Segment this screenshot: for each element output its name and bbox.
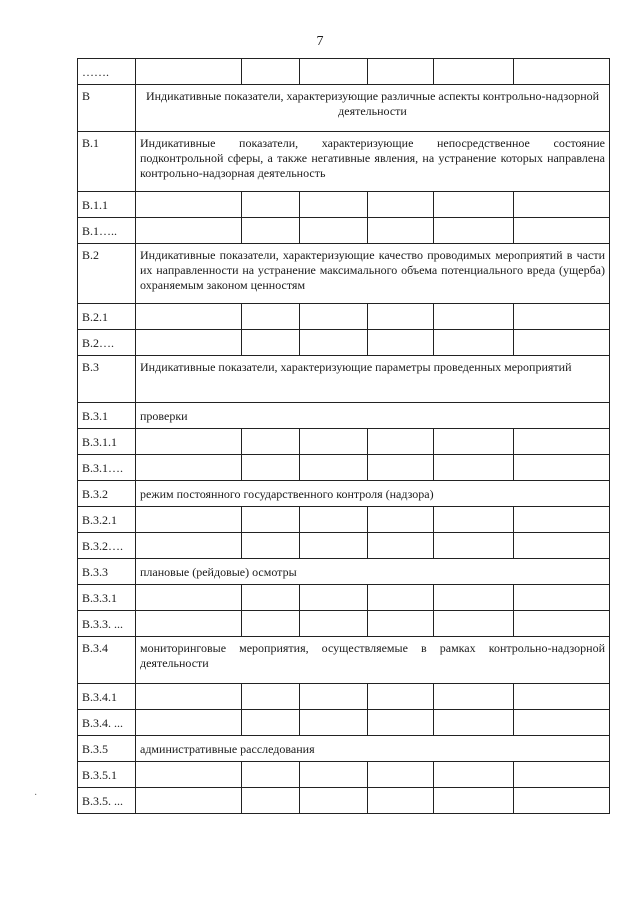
- row-code: В.3.3.1: [78, 585, 136, 611]
- section-row: [78, 736, 610, 762]
- empty-cell: [242, 330, 300, 356]
- empty-cell: [514, 684, 610, 710]
- empty-cell: [368, 684, 434, 710]
- empty-cell: [242, 788, 300, 814]
- empty-cell: [136, 611, 242, 637]
- table-row: [78, 507, 610, 533]
- row-code: В.3.1.1: [78, 429, 136, 455]
- table-row: [78, 192, 610, 218]
- empty-cell: [514, 429, 610, 455]
- row-code: В.2.1: [78, 304, 136, 330]
- row-code: В.2….: [78, 330, 136, 356]
- empty-cell: [514, 304, 610, 330]
- row-code: В.3.5. ...: [78, 788, 136, 814]
- empty-cell: [434, 533, 514, 559]
- section-row: [78, 559, 610, 585]
- row-code: …….: [78, 59, 136, 85]
- row-code: В.1…..: [78, 218, 136, 244]
- empty-cell: [514, 59, 610, 85]
- row-description: плановые (рейдовые) осмотры: [136, 559, 610, 585]
- empty-cell: [514, 533, 610, 559]
- empty-cell: [300, 788, 368, 814]
- empty-cell: [242, 533, 300, 559]
- row-code: В.3.4. ...: [78, 710, 136, 736]
- table-row: [78, 684, 610, 710]
- empty-cell: [136, 762, 242, 788]
- empty-cell: [242, 59, 300, 85]
- empty-cell: [300, 455, 368, 481]
- empty-cell: [300, 429, 368, 455]
- row-code: В.3.2….: [78, 533, 136, 559]
- empty-cell: [434, 330, 514, 356]
- empty-cell: [300, 507, 368, 533]
- empty-cell: [136, 533, 242, 559]
- empty-cell: [434, 611, 514, 637]
- row-code: В.3.2.1: [78, 507, 136, 533]
- row-code: В.3.1….: [78, 455, 136, 481]
- empty-cell: [514, 218, 610, 244]
- empty-cell: [434, 192, 514, 218]
- section-row: [78, 403, 610, 429]
- section-row: [78, 637, 610, 684]
- empty-cell: [368, 762, 434, 788]
- empty-cell: [136, 507, 242, 533]
- empty-cell: [242, 684, 300, 710]
- empty-cell: [136, 788, 242, 814]
- empty-cell: [242, 192, 300, 218]
- empty-cell: [242, 585, 300, 611]
- empty-cell: [242, 507, 300, 533]
- empty-cell: [514, 330, 610, 356]
- empty-cell: [368, 788, 434, 814]
- row-description: Индикативные показатели, характеризующие параметры проведенных мероприятий: [136, 356, 610, 403]
- empty-cell: [368, 611, 434, 637]
- empty-cell: [434, 429, 514, 455]
- row-code: В.3.4: [78, 637, 136, 684]
- table-row: [78, 788, 610, 814]
- row-code: В.1.1: [78, 192, 136, 218]
- empty-cell: [136, 710, 242, 736]
- section-row: [78, 356, 610, 403]
- empty-cell: [136, 330, 242, 356]
- empty-cell: [136, 684, 242, 710]
- empty-cell: [368, 507, 434, 533]
- table-row: [78, 762, 610, 788]
- empty-cell: [514, 507, 610, 533]
- empty-cell: [434, 762, 514, 788]
- row-description: мониторинговые мероприятия, осуществляемые в рамках контрольно-надзорной деятельности: [136, 637, 610, 684]
- empty-cell: [242, 304, 300, 330]
- empty-cell: [368, 710, 434, 736]
- row-description: Индикативные показатели, характеризующие непосредственное состояние подконтрольной сферы, а также негативные явления, на устранение которых направлена контрольно-надзорная деятельность: [136, 132, 610, 192]
- table-row: [78, 304, 610, 330]
- table-row: [78, 533, 610, 559]
- empty-cell: [300, 330, 368, 356]
- empty-cell: [434, 59, 514, 85]
- row-code: В.3.5.1: [78, 762, 136, 788]
- empty-cell: [242, 218, 300, 244]
- empty-cell: [368, 304, 434, 330]
- empty-cell: [300, 710, 368, 736]
- empty-cell: [136, 429, 242, 455]
- empty-cell: [242, 710, 300, 736]
- empty-cell: [242, 455, 300, 481]
- section-row: [78, 481, 610, 507]
- table-row: [78, 611, 610, 637]
- empty-cell: [514, 455, 610, 481]
- empty-cell: [242, 762, 300, 788]
- empty-cell: [514, 762, 610, 788]
- empty-cell: [136, 585, 242, 611]
- stray-mark: ·: [34, 790, 38, 801]
- empty-cell: [300, 611, 368, 637]
- empty-cell: [368, 533, 434, 559]
- empty-cell: [514, 710, 610, 736]
- row-code: В.3.3: [78, 559, 136, 585]
- empty-cell: [368, 218, 434, 244]
- page-number: 7: [316, 34, 324, 49]
- empty-cell: [434, 455, 514, 481]
- empty-cell: [514, 788, 610, 814]
- empty-cell: [300, 533, 368, 559]
- table-row: [78, 218, 610, 244]
- row-code: В.3: [78, 356, 136, 403]
- empty-cell: [300, 304, 368, 330]
- row-description: режим постоянного государственного контроля (надзора): [136, 481, 610, 507]
- table-row: [78, 59, 610, 85]
- empty-cell: [368, 585, 434, 611]
- empty-cell: [242, 429, 300, 455]
- row-code: В.3.1: [78, 403, 136, 429]
- row-description: административные расследования: [136, 736, 610, 762]
- table-row: [78, 585, 610, 611]
- row-code: В: [78, 85, 136, 132]
- empty-cell: [136, 218, 242, 244]
- row-code: В.3.2: [78, 481, 136, 507]
- empty-cell: [434, 788, 514, 814]
- empty-cell: [242, 611, 300, 637]
- row-description: Индикативные показатели, характеризующие качество проводимых мероприятий в части их направленности на устранение максимального объема потенциального вреда (ущерба) охраняемым законом ценностям: [136, 244, 610, 304]
- empty-cell: [434, 684, 514, 710]
- empty-cell: [300, 762, 368, 788]
- empty-cell: [136, 192, 242, 218]
- empty-cell: [514, 192, 610, 218]
- row-code: В.2: [78, 244, 136, 304]
- empty-cell: [136, 455, 242, 481]
- row-code: В.3.5: [78, 736, 136, 762]
- empty-cell: [300, 218, 368, 244]
- empty-cell: [300, 192, 368, 218]
- indicators-table: [77, 58, 610, 814]
- section-row: [78, 132, 610, 192]
- section-row: [78, 85, 610, 132]
- row-code: В.3.4.1: [78, 684, 136, 710]
- empty-cell: [368, 192, 434, 218]
- empty-cell: [136, 59, 242, 85]
- empty-cell: [368, 429, 434, 455]
- row-description: проверки: [136, 403, 610, 429]
- empty-cell: [300, 585, 368, 611]
- empty-cell: [300, 684, 368, 710]
- empty-cell: [434, 507, 514, 533]
- table-row: [78, 710, 610, 736]
- empty-cell: [434, 218, 514, 244]
- empty-cell: [368, 455, 434, 481]
- empty-cell: [368, 59, 434, 85]
- empty-cell: [300, 59, 368, 85]
- row-code: В.1: [78, 132, 136, 192]
- table-body: [78, 59, 610, 814]
- table-row: [78, 455, 610, 481]
- section-row: [78, 244, 610, 304]
- empty-cell: [514, 585, 610, 611]
- empty-cell: [434, 710, 514, 736]
- table-row: [78, 429, 610, 455]
- row-code: В.3.3. ...: [78, 611, 136, 637]
- table-row: [78, 330, 610, 356]
- empty-cell: [434, 585, 514, 611]
- empty-cell: [368, 330, 434, 356]
- row-description: Индикативные показатели, характеризующие различные аспекты контрольно-надзорной деятельности: [136, 85, 610, 132]
- empty-cell: [514, 611, 610, 637]
- empty-cell: [434, 304, 514, 330]
- empty-cell: [136, 304, 242, 330]
